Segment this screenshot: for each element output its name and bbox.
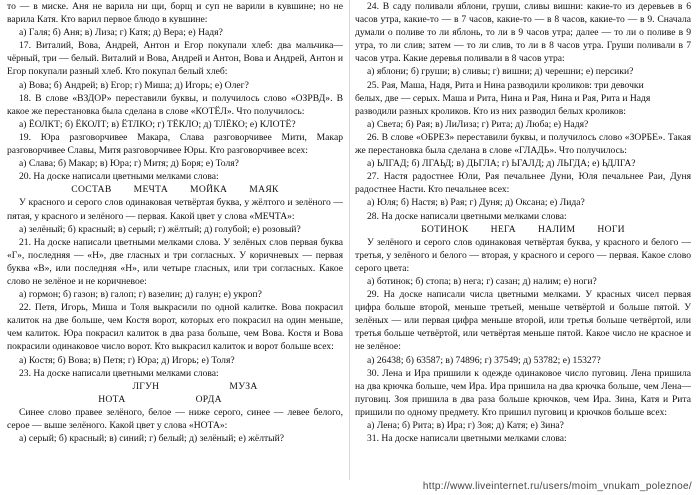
word: НОТА: [98, 393, 126, 405]
paragraph: белых, две — серых. Маша и Рита, Нина и Рая, Нина и Рая, Рита и Надя: [355, 92, 651, 104]
word-list-23-row2: [7, 393, 313, 406]
question-27: 27. Настя радостнее Юли, Рая печальнее Дуни, Юля печальнее Раи, Дуня радостнее Насти. Кто печальнее всех:: [355, 171, 691, 196]
question-26: 26. В слове «ОБРЕЗ» переставили буквы, и получилось слово «ЗОРБЕ». Такая же перестановка была сделана в слове «ГЛАДЬ». Что получилось:: [355, 131, 691, 157]
question-19: 19. Юра разговорчивее Макара, Слава разговорчивее Мити, Макар разговорчивее Славы, Митя разговорчивее Юры. Кто разговорчивее всех:: [7, 131, 343, 157]
paragraph: то — в миске. Аня не варила ни щи, борщ и суп не варили в кувшине; но не варила Катя. Кто варил первое блюдо в кувшине:: [7, 1, 343, 26]
word: МОЙКА: [190, 184, 228, 196]
question-24: 24. В саду поливали яблони, груши, сливы вишни: какие-то из деревьев в 6 часов утра, какие-то — в 7 часов, какие-то — в 8 часов, какие-то — в 9. Сначала думали о поливе то ли яблонь, то ли в 9 часов утра; далее — то ли о поливе в 9 утра, то ли слив; затем — то ли слив, то ли в 8 часов утра. Груши поливали в 7 часов утра. Какие деревья поливали в 8 часов утра:: [355, 1, 691, 65]
question-28: 28. На доске написали цветными мелками слова:: [367, 210, 567, 222]
question-29: 29. На доске написали числа цветными мелками. У красных чисел первая цифра больше второй, меньше третьей, меньше четвёртой и больше пятой. У зелёных — или первая цифра меньше второй, или третья больше четвёртой, или третья больше четвёртой, или четвёртая меньше пятой. Какое число не красное и не зелёное:: [355, 289, 691, 353]
answer-options: а) Слава; б) Макар; в) Юра; г) Митя; д) Боря; е) Толя?: [19, 158, 239, 170]
answer-options: а) Юля; б) Настя; в) Рая; г) Дуня; д) Оксана; е) Лида?: [367, 197, 585, 209]
source-url: http://www.liveinternet.ru/users/moim_vnukam_poleznoe/: [422, 481, 692, 492]
word-list-28: [355, 223, 691, 236]
word: МАЯК: [249, 184, 279, 196]
question-21: 21. На доске написали цветными мелками слова. У зелёных слов первая буква «Г», последняя — «Н», две гласных и три согласных. У коричневых — первая буква «В», или последняя «Н», или четыре гласных, или три согласных. Какое слово не зелёное и не коричневое:: [7, 236, 343, 287]
paragraph: У красного и серого слов одинаковая четвёртая буква, у жёлтого и зелёного — пятая, у красного и зелёного — первая. Какой цвет у слова «МЕЧТА»:: [7, 197, 343, 222]
word: ОРДА: [195, 393, 222, 405]
word: МЕЧТА: [133, 184, 169, 196]
answer-options: а) ЬЛГАД; б) ЛГАЬД; в) ДЬГЛА; г) ЬГАЛД; д) ЛЬГДА; е) ЬДЛГА?: [367, 158, 636, 170]
answer-options: а) Галя; б) Аня; в) Лиза; г) Катя; д) Вера; е) Надя?: [19, 27, 223, 39]
word: НЕГА: [490, 223, 517, 235]
right-page: [355, 0, 691, 480]
answer-options: а) зелёный; б) красный; в) серый; г) жёлтый; д) голубой; е) розовый?: [19, 223, 301, 235]
word-list-23-row1: [47, 380, 343, 393]
answer-options: а) Вова; б) Андрей; в) Егор; г) Миша; д) Игорь; е) Олег?: [19, 79, 249, 91]
word: СОСТАВ: [71, 184, 112, 196]
word: ЛГУН: [132, 380, 160, 392]
question-25: 25. Рая, Маша, Надя, Рита и Нина разводили кроликов: три девочки: [367, 79, 644, 91]
word-list-20: [7, 183, 343, 196]
question-22: 22. Петя, Игорь, Миша и Толя выкрасили по одной калитке. Вова покрасил калиток на две больше, чем Костя ворот, которых его покрасил на один меньше, чем калиток. Юра покрасил калиток в два раза больше, чем Вова. Костя и Вова покрасили одинаковое число ворот. Кто выкрасил калиток и ворот больше всех:: [7, 302, 343, 353]
answer-options: а) яблони; б) груши; в) сливы; г) вишни; д) черешни; е) персики?: [367, 66, 634, 78]
word: МУЗА: [229, 380, 258, 392]
question-20: 20. На доске написали цветными мелками слова:: [19, 171, 219, 183]
left-page: [7, 0, 343, 480]
answer-options: а) 26438; б) 63587; в) 74896; г) 37549; д) 53782; е) 15327?: [367, 354, 601, 366]
paragraph: У зелёного и серого слов одинаковая четвёртая буква, у красного и белого — третья, у зелёного и белого — вторая, у красного и серого — первая. Какое слово серого цвета:: [355, 236, 691, 274]
answer-options: а) Костя; б) Вова; в) Петя; г) Юра; д) Игорь; е) Толя?: [19, 354, 235, 366]
word: НАЛИМ: [538, 223, 576, 235]
question-31: 31. На доске написали цветными мелками слова:: [367, 433, 567, 445]
paragraph: Синее слово правее зелёного, белое — ниже серого, синее — левее белого, серое — выше зелёного. Какой цвет у слова «НОТА»:: [7, 406, 343, 431]
answer-options: а) гормон; б) газон; в) галоп; г) вазелин; д) галун; е) укроп?: [19, 289, 262, 301]
word: НОГИ: [597, 223, 625, 235]
answer-options: а) Лена; б) Рита; в) Ира; г) Зоя; д) Катя; е) Зина?: [367, 420, 564, 431]
answer-options: а) серый; б) красный; в) синий; г) белый; д) зелёный; е) жёлтый?: [19, 433, 285, 445]
answer-options: а) Света; б) Рая; в) ЛиЛиза; г) Рита; д) Люба; е) Надя?: [367, 118, 589, 130]
question-30: 30. Лена и Ира пришили к одежде одинаковое число пуговиц. Лена пришила на два крючка больше, чем Ира. Ира пришила на два крючка больше, чем Лена— пуговиц. Зоя пришила в два раза больше крючков, чем Ира. Зина, Катя и Рита пришили по одному предмету. Кто пришил пуговиц и крючков больше всех:: [355, 367, 691, 418]
answer-options: а) ботинок; б) стопа; в) нега; г) сазан; д) налим; е) ноги?: [367, 275, 597, 287]
page-divider: [349, 0, 350, 480]
question-17: 17. Виталий, Вова, Андрей, Антон и Егор покупали хлеб: два мальчика— чёрный, три — белый. Виталий и Вова, Андрей и Антон, Вова и Андрей, Антон и Егор покупали разный хлеб. Кто покупал белый хлеб:: [7, 40, 343, 78]
question-23: 23. На доске написали цветными мелками слова:: [19, 367, 219, 379]
answer-options: а) ЁОЛКТ; б) ЁКОЛТ; в) ЁТЛКО; г) ТЁКЛО; д) ТЛЁКО; е) КЛОТЁ?: [19, 118, 296, 130]
question-18: 18. В слове «ВЗДОР» переставили буквы, и получилось слово «ОЗРВД». В какое же перестановка была сделана в слове «КОТЁЛ». Что получилось:: [7, 92, 343, 117]
paragraph: разводили разных кроликов. Кто из них разводил белых кроликов:: [355, 105, 626, 117]
word: БОТИНОК: [421, 223, 469, 235]
